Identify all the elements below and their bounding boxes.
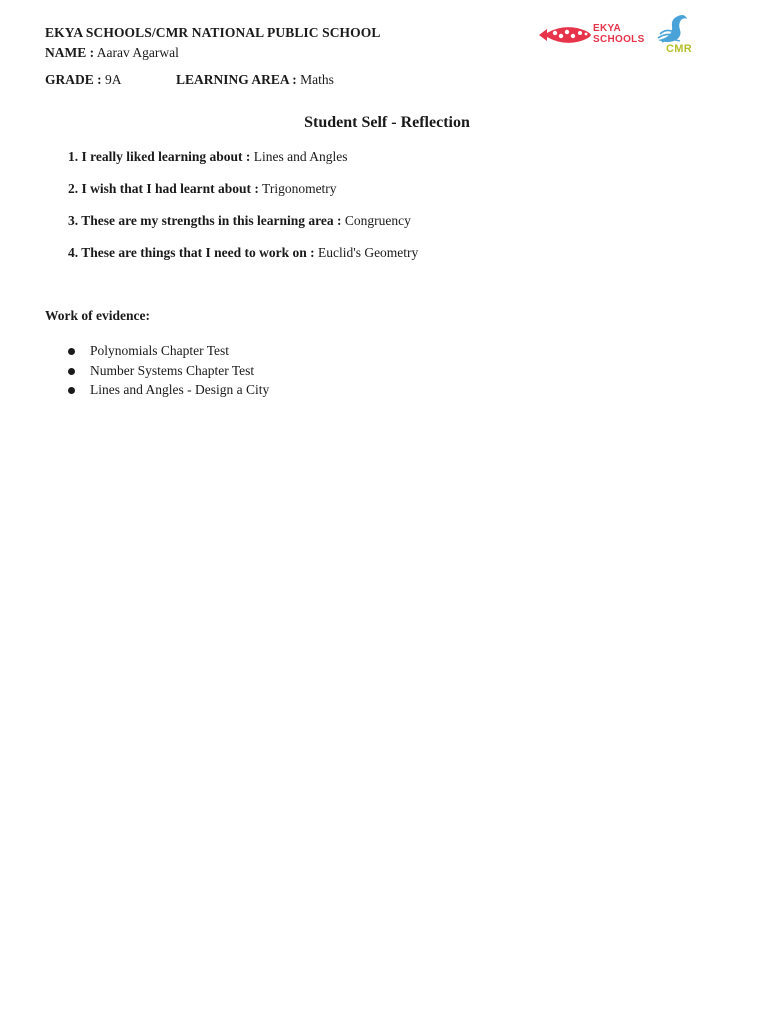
- learning-area-label: LEARNING AREA :: [176, 72, 297, 87]
- question-answer: Euclid's Geometry: [318, 245, 419, 260]
- list-item: [68, 341, 269, 361]
- bullet-icon: [68, 368, 75, 375]
- reflection-question-4: [68, 245, 418, 261]
- student-name-line: [45, 45, 179, 61]
- bullet-icon: [68, 387, 75, 394]
- list-item: [68, 361, 269, 381]
- reflection-question-1: [68, 149, 348, 165]
- bullet-icon: [68, 348, 75, 355]
- ekya-logo-wordmark: [593, 23, 645, 45]
- page-title: Student Self - Reflection: [304, 114, 470, 131]
- cmr-logo-wordmark: CMR: [666, 43, 692, 55]
- evidence-heading: Work of evidence:: [45, 308, 150, 323]
- name-value: Aarav Agarwal: [96, 45, 179, 60]
- question-answer: Lines and Angles: [253, 149, 348, 164]
- evidence-item-text: Polynomials Chapter Test: [90, 343, 230, 358]
- question-label: 2. I wish that I had learnt about :: [68, 181, 259, 196]
- reflection-question-2: [68, 181, 337, 197]
- evidence-item-text: Lines and Angles - Design a City: [90, 382, 270, 397]
- grade-line: [45, 72, 122, 88]
- school-name: EKYA SCHOOLS/CMR NATIONAL PUBLIC SCHOOL: [45, 25, 381, 40]
- list-item: [68, 380, 269, 400]
- learning-area-line: [176, 72, 334, 88]
- reflection-question-3: [68, 213, 411, 229]
- grade-value: 9A: [105, 72, 122, 87]
- ekya-wordmark-line1: EKYA: [593, 23, 622, 34]
- question-label: 1. I really liked learning about :: [68, 149, 251, 164]
- question-label: 4. These are things that I need to work on :: [68, 245, 315, 260]
- learning-area-value: Maths: [300, 72, 334, 87]
- evidence-item-text: Number Systems Chapter Test: [90, 362, 255, 378]
- question-answer: Trigonometry: [262, 181, 337, 196]
- question-label: 3. These are my strengths in this learning area :: [68, 213, 342, 228]
- evidence-list: [68, 341, 269, 400]
- question-answer: Congruency: [344, 213, 411, 228]
- ekya-wordmark-line2: SCHOOLS: [593, 34, 645, 45]
- grade-label: GRADE :: [45, 72, 102, 87]
- name-label: NAME :: [45, 45, 95, 60]
